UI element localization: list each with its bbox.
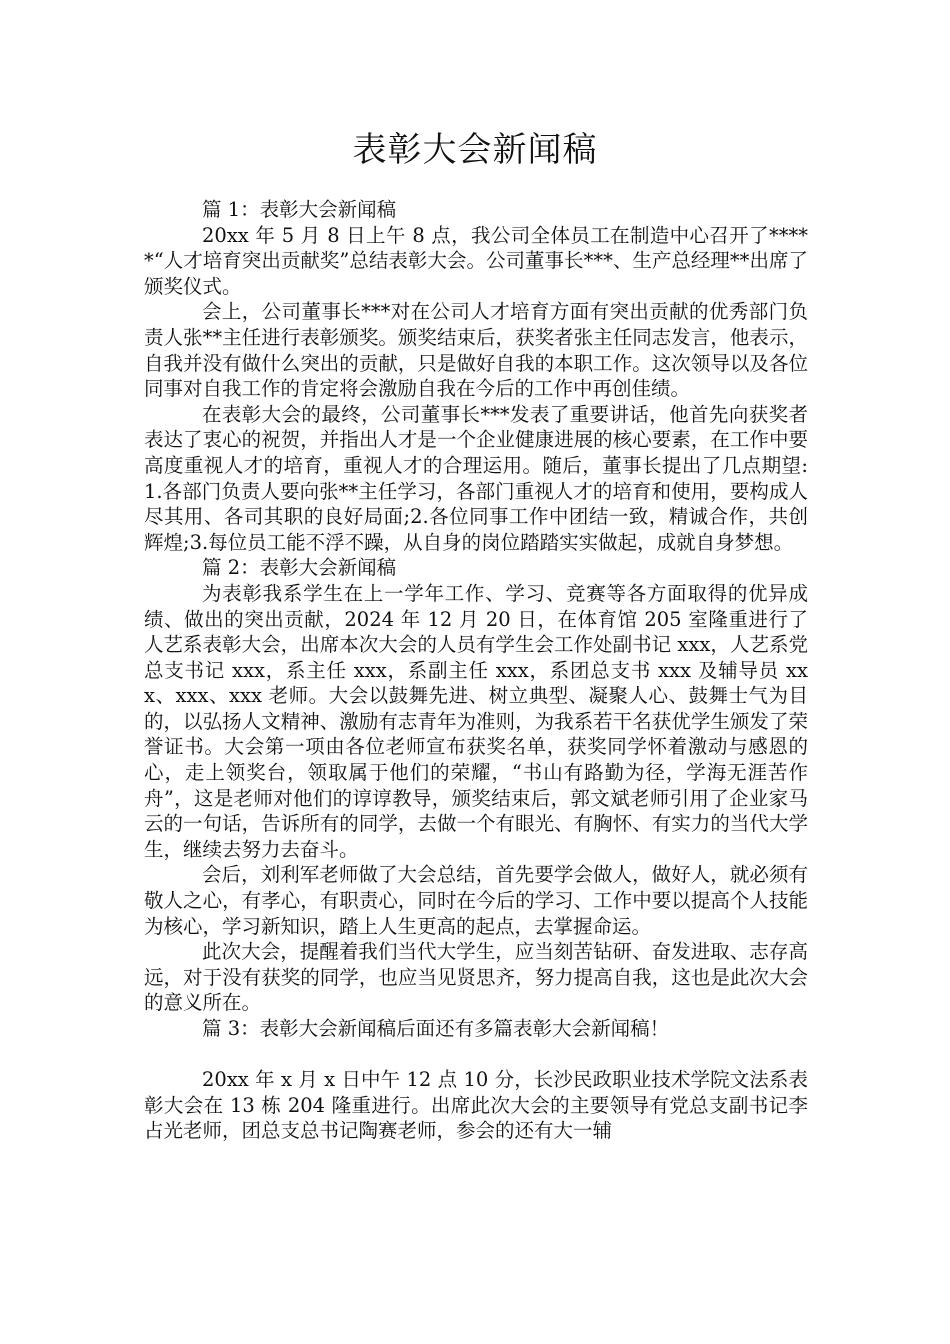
paragraph: 会后，刘利军老师做了大会总结，首先要学会做人，做好人，就必须有敬人之心，有孝心，有职责心，同时在今后的学习、工作中要以提高个人技能为核心，学习新知识，踏上人生更高的起点，去掌握命运。 — [144, 863, 808, 938]
paragraph: 在表彰大会的最终，公司董事长***发表了重要讲话，他首先向获奖者表达了衷心的祝贺，并指出人才是一个企业健康进展的核心要素，在工作中要高度重视人才的培育，重视人才的合理运用。随后，董事长提出了几点期望:1.各部门负责人要向张**主任学习，各部门重视人才的培育和使用，要构成人尽其用、各司其职的良好局面;2.各位同事工作中团结一致，精诚合作，共创辉煌;3.每位员工能不浮不躁，从自身的岗位踏踏实实做起，成就自身梦想。 — [144, 402, 808, 554]
paragraph: 20xx 年 5 月 8 日上午 8 点，我公司全体员工在制造中心召开了*****“人才培育突出贡献奖”总结表彰大会。公司董事长***、生产总经理**出席了颁奖仪式。 — [144, 223, 808, 298]
section-heading-3: 篇 3：表彰大会新闻稿后面还有多篇表彰大会新闻稿！ — [202, 1017, 670, 1040]
document-title: 表彰大会新闻稿 — [352, 130, 598, 170]
section-heading-1: 篇 1：表彰大会新闻稿 — [202, 198, 397, 221]
paragraph: 会上，公司董事长***对在公司人才培育方面有突出贡献的优秀部门负责人张**主任进行表彰颁奖。颁奖结束后，获奖者张主任同志发言，他表示，自我并没有做什么突出的贡献，只是做好自我的本职工作。这次领导以及各位同事对自我工作的肯定将会激励自我在今后的工作中再创佳绩。 — [144, 300, 808, 401]
paragraph: 为表彰我系学生在上一学年工作、学习、竞赛等各方面取得的优异成绩、做出的突出贡献，2024 年 12 月 20 日，在体育馆 205 室隆重进行了人艺系表彰大会，出席本次大会的人员有学生会工作处副书记 xxx，人艺系党总支书记 xxx，系主任 xxx，系副主任 xxx，系团总支书 xxx 及辅导员 xxx、xxx、xxx 老师。大会以鼓舞先进、树立典型、凝聚人心、鼓舞士气为目的，以弘扬人文精神、激励有志青年为准则，为我系若干名获优学生颁发了荣誉证书。大会第一项由各位老师宣布获奖名单，获奖同学怀着激动与感恩的心，走上领奖台，领取属于他们的荣耀，“书山有路勤为径，学海无涯苦作舟”，这是老师对他们的谆谆教导，颁奖结束后，郭文斌老师引用了企业家马云的一句话，告诉所有的同学，去做一个有眼光、有胸怀、有实力的当代大学生，继续去努力去奋斗。 — [144, 581, 808, 861]
paragraph: 此次大会，提醒着我们当代大学生，应当刻苦钻研、奋发进取、志存高远，对于没有获奖的同学，也应当见贤思齐，努力提高自我，这也是此次大会的意义所在。 — [144, 940, 808, 1015]
paragraph: 20xx 年 x 月 x 日中午 12 点 10 分，长沙民政职业技术学院文法系表彰大会在 13 栋 204 隆重进行。出席此次大会的主要领导有党总支副书记李占光老师，团总支总书记陶赛老师，参会的还有大一辅 — [144, 1068, 808, 1143]
document-body — [144, 197, 808, 1144]
section-heading-2: 篇 2：表彰大会新闻稿 — [202, 556, 397, 580]
blank-line — [144, 1042, 808, 1068]
